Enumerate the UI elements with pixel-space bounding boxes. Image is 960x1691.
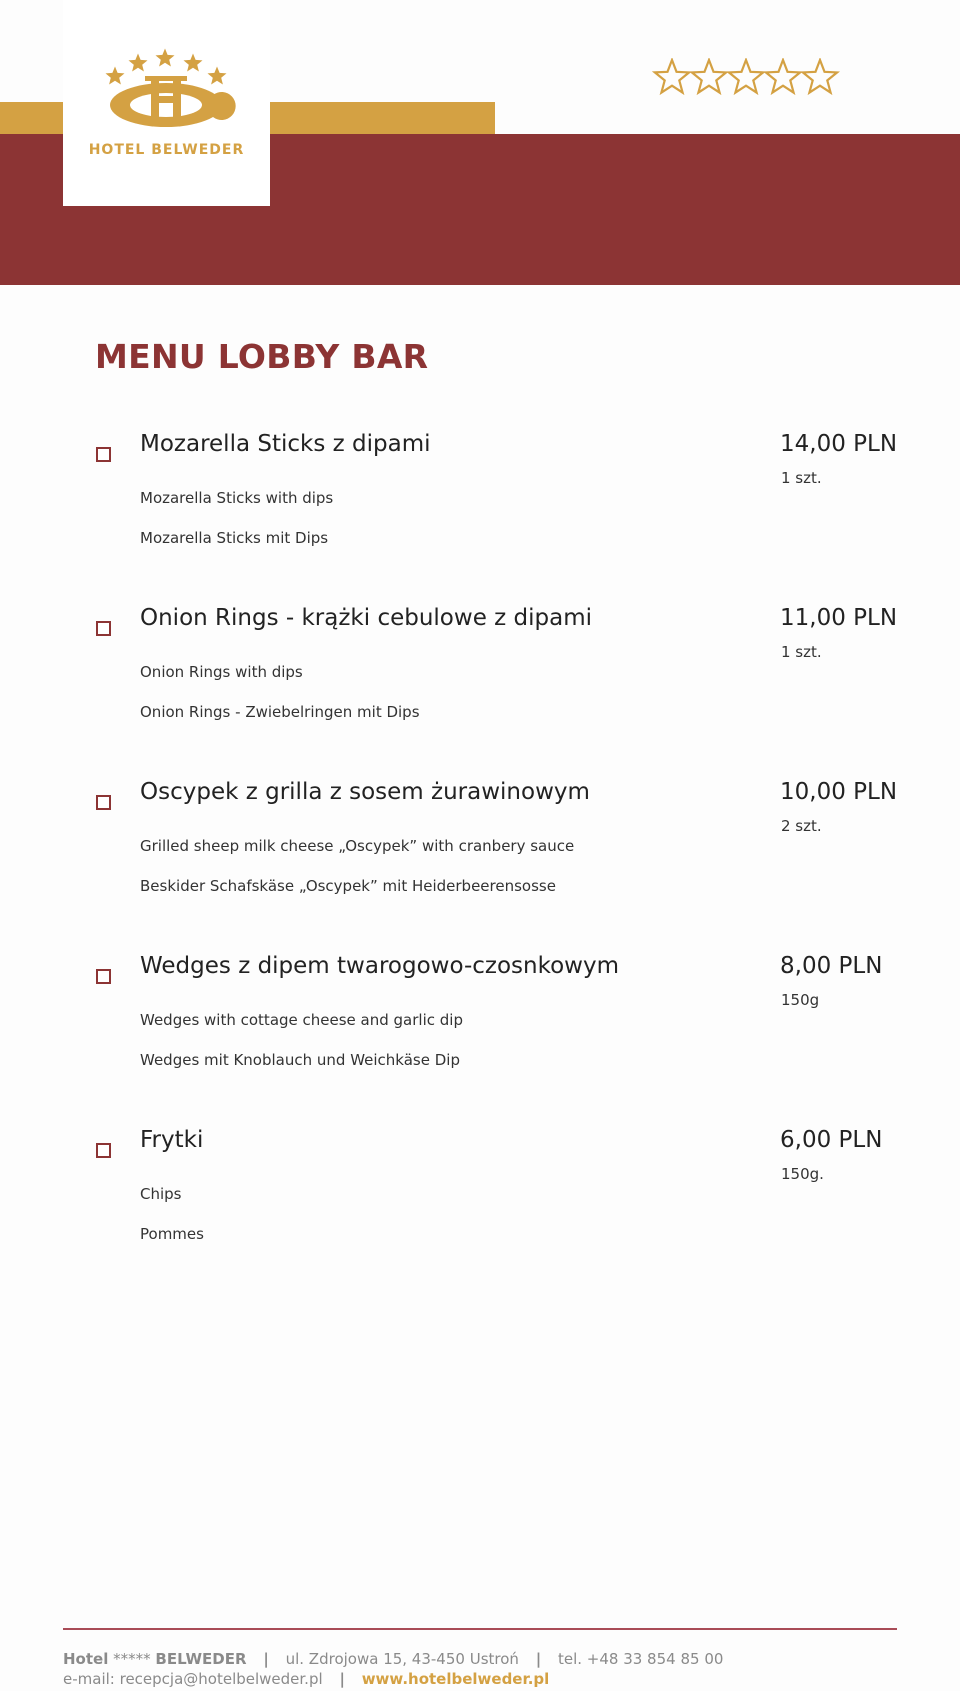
footer-hotel-name: BELWEDER	[155, 1650, 247, 1668]
footer-divider	[63, 1628, 897, 1630]
item-description-en: Onion Rings with dips	[140, 663, 303, 681]
item-price: 6,00 PLN	[780, 1127, 883, 1153]
item-price: 8,00 PLN	[780, 953, 883, 979]
item-name: Onion Rings - krążki cebulowe z dipami	[140, 605, 593, 631]
logo-star-icon	[106, 67, 125, 85]
item-quantity: 150g	[781, 991, 820, 1009]
item-name: Mozarella Sticks z dipami	[140, 431, 431, 457]
item-quantity: 150g.	[781, 1165, 824, 1183]
footer-separator: |	[339, 1670, 345, 1688]
item-description-de: Beskider Schafskäse „Oscypek” mit Heiderbeerensosse	[140, 877, 556, 895]
item-checkbox[interactable]	[96, 621, 111, 636]
item-name: Oscypek z grilla z sosem żurawinowym	[140, 779, 590, 805]
item-checkbox[interactable]	[96, 969, 111, 984]
item-description-en: Wedges with cottage cheese and garlic dip	[140, 1011, 463, 1029]
item-price: 14,00 PLN	[780, 431, 898, 457]
item-description-en: Mozarella Sticks with dips	[140, 489, 334, 507]
item-description-de: Pommes	[140, 1225, 204, 1243]
menu-item	[0, 1127, 960, 1267]
item-checkbox[interactable]	[96, 1143, 111, 1158]
logo-star-icon	[208, 67, 227, 85]
five-star-rating-icon	[652, 58, 842, 100]
item-price: 11,00 PLN	[780, 605, 898, 631]
menu-item	[0, 605, 960, 745]
item-quantity: 2 szt.	[781, 817, 822, 835]
hotel-logo	[63, 0, 270, 206]
item-checkbox[interactable]	[96, 795, 111, 810]
logo-star-icon	[156, 49, 175, 67]
logo-star-icon	[129, 54, 148, 72]
logo-text: HOTEL BELWEDER	[88, 142, 245, 158]
item-checkbox[interactable]	[96, 447, 111, 462]
footer-email[interactable]: e-mail: recepcja@hotelbelweder.pl	[63, 1670, 323, 1688]
logo-star-icon	[184, 54, 203, 72]
footer-address: ul. Zdrojowa 15, 43-450 Ustroń	[285, 1650, 519, 1668]
page-title: MENU LOBBY BAR	[95, 337, 429, 376]
item-name: Frytki	[140, 1127, 204, 1153]
menu-item	[0, 953, 960, 1093]
item-price: 10,00 PLN	[780, 779, 898, 805]
footer-website-link[interactable]: www.hotelbelweder.pl	[361, 1670, 550, 1688]
item-description-en: Chips	[140, 1185, 182, 1203]
item-quantity: 1 szt.	[781, 469, 822, 487]
menu-item	[0, 431, 960, 571]
item-description-de: Wedges mit Knoblauch und Weichkäse Dip	[140, 1051, 460, 1069]
footer-stars: *****	[113, 1650, 151, 1668]
item-description-de: Onion Rings - Zwiebelringen mit Dips	[140, 703, 420, 721]
footer-hotel-prefix: Hotel	[63, 1650, 109, 1668]
item-name: Wedges z dipem twarogowo-czosnkowym	[140, 953, 620, 979]
item-quantity: 1 szt.	[781, 643, 822, 661]
item-description-de: Mozarella Sticks mit Dips	[140, 529, 329, 547]
item-description-en: Grilled sheep milk cheese „Oscypek” with cranbery sauce	[140, 837, 575, 855]
footer-web-line	[63, 1670, 549, 1688]
footer-phone[interactable]: tel. +48 33 854 85 00	[557, 1650, 724, 1668]
logo-emblem-icon	[63, 0, 270, 140]
footer-contact-line	[63, 1650, 723, 1668]
footer-separator: |	[535, 1650, 542, 1668]
footer-separator: |	[263, 1650, 269, 1668]
menu-item	[0, 779, 960, 919]
